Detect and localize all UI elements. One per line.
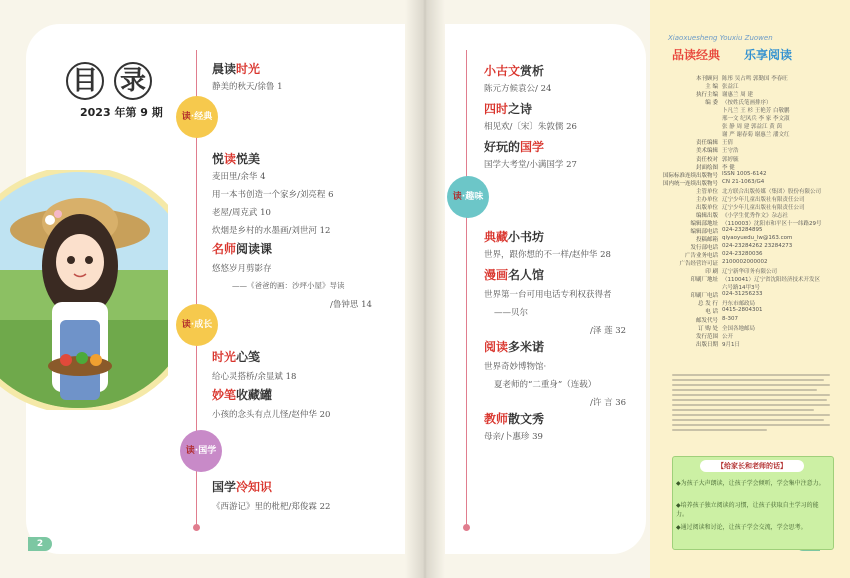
sec-accent: 赏析	[520, 64, 545, 78]
copyright-notice	[672, 374, 830, 450]
masthead-label: 出版单位	[695, 204, 718, 211]
masthead-label: 封面绘图	[695, 164, 718, 171]
masthead-value: 郭婷毓	[722, 156, 739, 163]
sec-pre: 漫画	[484, 268, 509, 282]
masthead-label: 广告经营许可证	[679, 261, 718, 268]
section-haowan[interactable]	[484, 138, 544, 155]
badge-du: 读	[185, 446, 195, 456]
entry-yuedu-r-1[interactable]: 世界奇妙博物馆·	[484, 362, 547, 372]
masthead-label: 责任校对	[695, 156, 718, 163]
masthead-label: 广告业务电话	[684, 253, 718, 260]
masthead-value: 张 静 周 建 郭益江 黄 茵	[722, 124, 782, 131]
page-number-left: 2	[28, 537, 52, 551]
sec-accent: 读	[224, 152, 237, 166]
badge-jingdian	[176, 96, 218, 138]
masthead-pinyin: Xiaoxuesheng Youxiu Zuowen	[668, 34, 773, 42]
entry-xiaoguwen[interactable]: 陈元方候袁公/ 24	[484, 84, 552, 94]
entry-haowan[interactable]: 国学大考堂/小满国学 27	[484, 160, 577, 170]
masthead-value: 《小学生优秀作文》杂志社	[722, 212, 789, 219]
entry-chendu[interactable]: 静美的秋天/徐鲁 1	[212, 82, 283, 92]
sec-pre: 妙笔	[212, 388, 237, 402]
badge-quwei	[447, 176, 489, 218]
entry-yuedu-1[interactable]: 麦田里/余华 4	[212, 172, 266, 182]
right-timeline	[466, 50, 467, 530]
masthead-value: 024-23280036	[722, 251, 763, 258]
masthead-slogan-left: 品读经典	[672, 48, 721, 62]
masthead-value: 9月1日	[722, 341, 740, 348]
sec-accent: 冷知识	[236, 480, 273, 494]
section-diancang[interactable]	[484, 228, 544, 245]
sec-post: 悦美	[236, 152, 261, 166]
masthead-value: ISSN 1005-6142	[722, 170, 767, 177]
masthead-label: 出版日期	[695, 341, 718, 348]
masthead-label: 主办单位	[695, 196, 718, 203]
sec-pre: 小古文	[484, 64, 521, 78]
section-manhua[interactable]	[484, 266, 544, 283]
masthead-value: 六号路14甲3号	[722, 285, 760, 292]
masthead-label: 投稿邮箱	[695, 237, 718, 243]
entry-manhua-3: /泽 莲 32	[590, 326, 627, 336]
masthead-label: 编 委	[705, 100, 718, 107]
parent-note-3: ◆通过阅读和讨论，让孩子学会交流，学会思考。	[676, 524, 807, 531]
masthead-value: 2100002000002	[722, 259, 768, 266]
masthead-label: 印刷厂电话	[690, 293, 718, 300]
masthead-value: 024-31256233	[722, 291, 763, 298]
masthead-value: 邢一文 纪风兵 李 家 李文淑	[722, 116, 790, 123]
badge-guoxue	[180, 430, 222, 472]
sec-accent: 名人馆	[508, 268, 545, 282]
sec-pre: 悦	[212, 152, 225, 166]
entry-shiguang[interactable]: 给心灵搭桥/余显斌 18	[212, 372, 297, 382]
entry-yuedu-3[interactable]: 老屋/周克武 10	[212, 208, 271, 218]
sec-pre: 典藏	[484, 230, 509, 244]
entry-yuedu-4[interactable]: 炊烟是乡村的水墨画/刘世河 12	[212, 226, 331, 236]
masthead-value: 丹东市邮政局	[722, 301, 756, 308]
masthead-label: 国际标准连续出版物号	[662, 172, 718, 179]
sec-accent: 心笺	[236, 350, 261, 364]
sec-pre: 好玩的	[484, 140, 521, 154]
masthead-value: 辽宁新华印务有限公司	[722, 269, 778, 276]
entry-yuedu-r-3: /许 言 36	[590, 398, 627, 408]
masthead-value: qiyaoyuedu_lw@163.com	[722, 235, 793, 241]
masthead-value: （110003）沈阳市和平区十一纬路29号	[722, 220, 822, 227]
sec-accent: 多米诺	[508, 340, 545, 354]
masthead-label: 编辑部地址	[690, 220, 718, 227]
masthead-label: 编辑部电话	[690, 228, 718, 235]
masthead-value: 李 健	[722, 164, 735, 171]
sec-pre: 名师	[212, 242, 237, 256]
sec-pre: 晨读	[212, 62, 237, 76]
page-title	[66, 62, 162, 100]
entry-jiaoshi[interactable]: 母亲/卜惠珍 39	[484, 432, 543, 442]
section-jiaoshi[interactable]	[484, 410, 544, 427]
masthead-slogan-right: 乐享阅读	[744, 48, 793, 62]
entry-miaobi[interactable]: 小孩的念头有点儿怪/赵仲华 20	[212, 410, 331, 420]
masthead-value: 辽宁少年儿童出版社有限责任公司	[722, 204, 805, 211]
entry-manhua-1[interactable]: 世界第一台可用电话专利权获得者	[484, 290, 612, 300]
entry-mingshi-1[interactable]: 悠悠岁月剪影存	[212, 264, 272, 274]
sec-pre: 时光	[212, 350, 237, 364]
badge-du: 读	[181, 320, 191, 330]
title-char-1: 目	[66, 62, 104, 100]
book-gutter	[405, 0, 445, 578]
parent-note-2: ◆培养孩子独立阅读的习惯，让孩子获取自主学习的能力。	[676, 502, 819, 518]
masthead-value: 北方联合出版传媒（集团）股份有限公司	[722, 188, 822, 195]
masthead-label: 印 刷	[705, 269, 718, 276]
sec-accent: 小书坊	[508, 230, 545, 244]
masthead-label: 美术编辑	[695, 148, 718, 155]
sec-pre: 国学	[212, 480, 237, 494]
masthead-label: 邮发代号	[695, 317, 718, 324]
masthead-label: 本刊顾问	[695, 76, 718, 82]
section-siji[interactable]	[484, 100, 532, 117]
masthead-value: 卜凡兰 王 杉 王艳芳 白敬鹏	[722, 108, 790, 115]
masthead-value: 024-23284895	[722, 226, 763, 233]
section-chendu[interactable]	[212, 60, 260, 77]
masthead-value: （按姓氏笔画排序）	[722, 100, 772, 107]
masthead-label: 电 话	[705, 309, 718, 316]
masthead-value: 辽宁少年儿童出版社有限责任公司	[722, 196, 805, 203]
sec-accent: 国学	[520, 140, 545, 154]
entry-mingshi-2: ——《爸爸的画：沙坪小屋》导读	[232, 281, 345, 290]
masthead-value: 0415-2804301	[722, 307, 763, 314]
sec-accent: 时光	[236, 62, 261, 76]
masthead-value: CN 21-1063/G4	[722, 178, 765, 185]
parent-note-1: ◆为孩子大声朗读，让孩子学会倾听，学会集中注意力。	[676, 480, 825, 487]
note-to-parents-title: 【给家长和老师的话】	[700, 460, 804, 472]
masthead-label: 印刷厂地址	[690, 277, 718, 284]
section-yuedu-duominuo[interactable]	[484, 338, 544, 355]
masthead-label: 编辑出版	[695, 212, 718, 219]
masthead-value: 8-307	[722, 315, 738, 322]
entry-diancang[interactable]: 世界，跟你想的不一样/赵仲华 28	[484, 250, 611, 260]
sec-accent: 散文秀	[508, 412, 545, 426]
masthead-value: （110041）辽宁省沈阳经济技术开发区	[722, 277, 820, 284]
masthead-label: 执行主编	[695, 92, 718, 99]
badge-du: 读	[181, 112, 191, 122]
sec-pre: 教师	[484, 412, 509, 426]
masthead-value: 陈彤 吴占鸣 郭勤国 李春旺	[722, 76, 788, 82]
issue-label: 2023 年第 9 期	[80, 106, 163, 119]
right-timeline-dot	[463, 524, 470, 531]
badge-text: ·成长	[190, 320, 213, 330]
badge-text: ·经典	[190, 112, 213, 122]
sec-accent: 之诗	[508, 102, 533, 116]
masthead-value: 谢 严 谢春菊 谢惠兰 潘文红	[722, 132, 790, 139]
masthead-value: 王守浩	[722, 148, 739, 155]
masthead-value: 全国各地邮局	[722, 325, 756, 332]
masthead-label: 订 购 处	[698, 325, 718, 332]
sec-accent: 收藏罐	[236, 388, 273, 402]
masthead-label: 主管单位	[695, 188, 718, 195]
section-guoxue[interactable]	[212, 478, 272, 495]
sec-pre: 阅读	[484, 340, 509, 354]
masthead-label: 国内统一连续出版物号	[662, 180, 718, 187]
sec-pre: 四时	[484, 102, 509, 116]
masthead-value: 公开	[722, 333, 734, 340]
badge-text: ·趣味	[461, 192, 484, 202]
entry-mingshi-3: /鲁钟思 14	[330, 300, 372, 310]
section-yuedu[interactable]	[212, 150, 260, 167]
section-mingshi[interactable]	[212, 240, 272, 257]
masthead-label: 责任编辑	[695, 140, 718, 147]
entry-yuedu-r-2: 夏老师的“二重身”（连载）	[494, 380, 597, 390]
masthead-value: 谢惠兰 周 建	[722, 92, 753, 99]
sec-accent: 阅读课	[236, 242, 273, 256]
masthead-value: 024-23284262 23284273	[722, 243, 793, 250]
masthead-label: 主 编	[705, 84, 718, 91]
section-miaobi[interactable]	[212, 386, 272, 403]
entry-yuedu-2[interactable]: 用一本书创造一个家乡/刘亮程 6	[212, 190, 334, 200]
section-xiaoguwen[interactable]	[484, 62, 544, 79]
badge-chengzhang	[176, 304, 218, 346]
entry-manhua-2: ——贝尔	[494, 308, 529, 318]
badge-text: ·国学	[194, 446, 217, 456]
masthead-label: 总 发 行	[698, 301, 718, 308]
girl-illustration	[0, 170, 168, 410]
left-timeline-dot	[193, 524, 200, 531]
badge-du: 读	[452, 192, 462, 202]
masthead-value: 张益江	[722, 84, 739, 91]
section-shiguang[interactable]	[212, 348, 260, 365]
entry-guoxue[interactable]: 《西游记》里的枇杷/郑俊霖 22	[212, 502, 331, 512]
title-char-2: 录	[114, 62, 152, 100]
masthead-label: 发行范围	[695, 333, 718, 340]
masthead-value: 王倩	[722, 140, 734, 147]
entry-siji[interactable]: 相见欢/〔宋〕朱敦儒 26	[484, 122, 577, 132]
masthead-label: 发行部电话	[690, 245, 718, 252]
